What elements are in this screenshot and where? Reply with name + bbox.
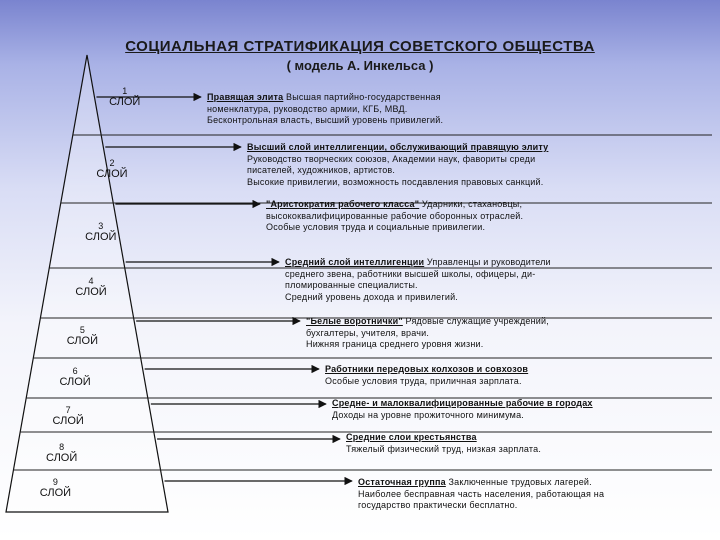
layer-text-line: пломированные специалисты. xyxy=(285,280,418,290)
layer-label xyxy=(100,86,150,108)
layer-description xyxy=(306,316,549,351)
layer-text-line: Доходы на уровне прожиточного минимума. xyxy=(332,409,524,420)
layer-number: 2 xyxy=(109,158,115,168)
layer-label xyxy=(37,442,87,464)
layer-text-line: Тяжелый физический труд, низкая зарплата. xyxy=(346,443,542,454)
layer-label xyxy=(30,477,80,499)
layer-text-line: Особые условия труда, приличная зарплата. xyxy=(325,375,522,386)
layer-number: 8 xyxy=(59,442,65,452)
layer-heading: Работники передовых колхозов и совхозов xyxy=(325,364,529,374)
layer-text-line: бухгалтеры, учителя, врачи. xyxy=(306,327,430,338)
layer-heading: Средние слои крестьянства xyxy=(346,432,477,442)
page-subtitle: ( модель А. Инкельса ) xyxy=(286,58,434,73)
layer-text-line: писателей, художников, артистов. xyxy=(247,165,396,175)
layer-heading: Остаточная группа xyxy=(358,477,446,487)
layer-text: Ударники, стахановцы, xyxy=(419,199,523,209)
layer-heading: Средне- и малоквалифицированные рабочие в городах xyxy=(332,398,593,408)
layer-number: 6 xyxy=(72,366,78,376)
layer-heading: "Белые воротнички" xyxy=(306,316,403,326)
page-title: СОЦИАЛЬНАЯ СТРАТИФИКАЦИЯ СОВЕТСКОГО ОБЩЕСТВА xyxy=(125,38,595,55)
layer-word: СЛОЙ xyxy=(96,168,128,180)
layer-label xyxy=(66,276,116,298)
layer-number: 9 xyxy=(52,477,58,487)
layer-word: СЛОЙ xyxy=(85,231,117,243)
layer-label xyxy=(43,405,93,427)
layer-text: Высшая партийно-государственная xyxy=(283,92,441,102)
layer-text-line: Средний уровень дохода и привилегий. xyxy=(285,291,459,302)
layer-number: 5 xyxy=(79,325,85,335)
layer-text: Управленцы и руководители xyxy=(424,257,551,267)
layer-text-line: государство практически бесплатно. xyxy=(358,500,518,510)
layer-number: 7 xyxy=(65,405,71,415)
layer-description xyxy=(332,398,593,421)
layer-text-line: Руководство творческих союзов, Академии наук, фавориты среди xyxy=(247,153,536,164)
layer-number: 1 xyxy=(122,86,128,96)
layer-text: Заключенные трудовых лагерей. xyxy=(445,477,592,487)
layer-word: СЛОЙ xyxy=(75,286,107,298)
layer-text-line: номенклатура, руководство армии, КГБ, МВД. xyxy=(207,103,408,114)
layer-heading: "Аристократия рабочего класса" xyxy=(266,199,420,209)
layer-description xyxy=(266,199,523,234)
layer-description xyxy=(207,92,443,127)
layer-text-line: Наиболее бесправная часть населения, работающая на xyxy=(358,488,605,499)
layer-heading: Правящая элита xyxy=(207,92,284,102)
layer-word: СЛОЙ xyxy=(39,487,72,499)
layer-label xyxy=(57,325,107,347)
layer-label xyxy=(87,158,137,180)
layer-text-line: Высокие привилегии, возможность посдавления правовых санкций. xyxy=(247,176,544,187)
layer-heading: Высший слой интеллигенции, обслуживающий правящую элиту xyxy=(247,142,549,152)
layer-description xyxy=(346,432,541,455)
layer-heading: Средний слой интеллигенции xyxy=(285,257,425,267)
layer-text-line: Бесконтрольная власть, высший уровень привилегий. xyxy=(207,115,444,125)
layer-description xyxy=(247,142,548,188)
layer-text-line: Особые условия труда и социальные привилегии. xyxy=(266,222,486,232)
layer-text: Рядовые служащие учреждений, xyxy=(402,316,549,326)
layer-text-line: среднего звена, работники высшей школы, офицеры, ди- xyxy=(285,268,536,279)
layer-description xyxy=(358,477,604,512)
layer-word: СЛОЙ xyxy=(52,415,84,427)
layer-description xyxy=(285,257,551,303)
layer-number: 3 xyxy=(98,221,104,231)
layer-description xyxy=(325,364,528,387)
layer-word: СЛОЙ xyxy=(66,335,98,347)
layer-word: СЛОЙ xyxy=(45,452,78,464)
layer-number: 4 xyxy=(88,276,94,286)
layer-word: СЛОЙ xyxy=(109,96,141,108)
layer-text-line: Нижняя граница среднего уровня жизни. xyxy=(306,339,484,349)
layer-label xyxy=(50,366,100,388)
layer-word: СЛОЙ xyxy=(59,376,91,388)
layer-text-line: высококвалифицированные рабочие оборонных отраслей. xyxy=(266,210,524,221)
layer-label xyxy=(76,221,126,243)
